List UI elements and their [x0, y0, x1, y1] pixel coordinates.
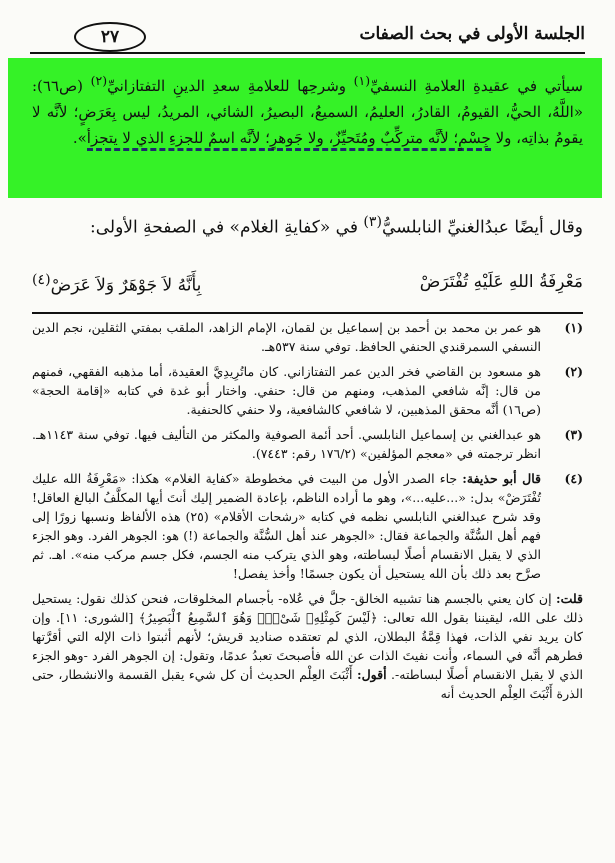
footnote-separator — [32, 312, 583, 314]
quote-text-end: ». — [72, 129, 87, 147]
page-header — [30, 22, 585, 56]
footnote-text: جاء الصدر الأول من البيت في مخطوطة «كفاية الغلام» هكذا: «مَعْرِفَةُ الله عليك تُفْتَرَضْ» بدل: «...عليه...»، وهو ما أراده الناظم، بإعادة الضمير إليك أنتَ أيها المكلَّفُ البالغ العاقل! وقد شرح عبدالغني النابلسي نظمه في كتابه «رشحات الأقلام» (٢٥) هذه الألفاظ ونسبها زورًا إلى فهم أهل السُّنَّة والجماعة فقال: «الجوهر عند أهل السُّنَّة والجماعة (!) هو: الجوهر الفرد. وهو الجزء الذي لا يقبل الانقسام أصلًا لبساطته، وهو الذي يتركب منه الجسم، فكل جسم مركب منه». اهـ. ثم صرَّح بعد ذلك بأن الله يستحيل أن يكون جسمًا! وأخذ يفصل! — [32, 471, 541, 581]
quote-text-2: وشرحِها للعلامةِ سعدِ الدينِ التفتازانيِّ — [107, 77, 354, 95]
verse-hemistich-2 — [32, 272, 201, 296]
footnotes — [32, 318, 583, 703]
highlighted-quote — [32, 68, 583, 151]
footnote-author-label: قال أبو حذيفة: — [462, 471, 541, 486]
quote-text-3: (ص٦٦): «اللَّهُ، الحيُّ، القيومُ، القادرُ، العليمُ، السميعُ، البصيرُ، الشائي، المريدُ، ليس بِعَرَضٍ؛ لأنَّه لا يقومُ بذاتِه، ولا — [32, 77, 583, 147]
intro-text-1: وقال أيضًا عبدُالغنيِّ النابلسيُّ — [382, 217, 583, 238]
page-number: ٢٧ — [74, 22, 146, 52]
footnote-ref-1: (١) — [353, 73, 371, 88]
commentary-label: قلت: — [555, 591, 583, 606]
footnote-text: هو عبدالغني بن إسماعيل النابلسي. أحد أئمة الصوفية والمكثر من التأليف فيها. توفي سنة ١١٤٣هـ. انظر ترجمته في «معجم المؤلفين» (١٧٦/٢ رقم: ٧٤٤٣). — [32, 427, 541, 461]
footnote-number: (٢) — [564, 364, 583, 379]
footnote-3 — [32, 425, 583, 463]
footnote-ref-3: (٣) — [363, 214, 383, 230]
intro-text-2: في «كفايةِ الغلام» في الصفحةِ الأولى: — [90, 217, 364, 238]
verse-hemistich-1: مَعْرِفَةُ اللهِ عَلَيْهِ تُفْتَرَضْ — [419, 272, 583, 292]
footnote-number: (٣) — [564, 427, 583, 442]
intro-paragraph — [32, 208, 583, 243]
footnote-text: هو مسعود بن القاضي فخر الدين عمر التفتازاني. كان ماتُرِيدِيَّ العقيدة، أما مذهبه الفقهي، فمنهم من قال: إنَّه شافعي المذهب، ومنهم من قال: حنفي. واختار أبو غدة في كتابه «إقامة الحجة» (ص١٦) أنَّه محقق المذهبين، لا شافعي كالشافعية، ولا حنفي كالحنفية. — [32, 364, 541, 417]
poem-verse — [32, 272, 583, 302]
footnote-ref-2: (٢) — [90, 73, 108, 88]
commentary-paragraph — [32, 589, 583, 703]
footnote-ref-4: (٤) — [32, 272, 51, 288]
footnote-1 — [32, 318, 583, 356]
header-rule — [30, 52, 585, 54]
verse-hemistich-2-text: بِأَنَّهُ لاَ جَوْهَرٌ وَلاَ عَرَضْ — [50, 275, 202, 296]
commentary-text-2: أَثْبَتَ العِلْم الحديث أن كل شيء يقبل القسمة والانشطار، حتى الذرة أَثْبَتَ العِلْم الحديث أنه — [32, 667, 583, 701]
quote-text-1: سيأتي في عقيدةِ العلامةِ النسفيِّ — [370, 77, 583, 95]
footnote-text: هو عمر بن محمد بن أحمد بن إسماعيل بن لقمان، الإمام الزاهد، الملقب بمفتي الثقلين، نجم الدين النسفي السمرقندي الحنفي الحافظ. توفي سنة ٥٣٧هـ. — [32, 320, 541, 354]
footnote-number: (٤) — [564, 471, 583, 486]
footnote-2 — [32, 362, 583, 419]
running-title: الجلسة الأولى في بحث الصفات — [359, 24, 585, 44]
commentary-text: إن كان يعني بالجسم هنا تشبيه الخالق- جلَّ في عُلاه- بأجسام المخلوقات، فنحن كذلك نقول: يستحيل ذلك على الله، ليقيننا بقول الله تعالى: ﴿لَيْسَ كَمِثْلِهِۦ شَىْءٌۖ وَهُوَ ٱلسَّمِيعُ ٱلْبَصِيرُ﴾ [الشورى: ١١]. وإن كان يريد نفي الذات، فهذا قِمَّةُ البطلان، الذي لم تعتقده صناديد قريش؛ لأنهم أثبتوا ذات الإله التي أقرَّتها فطرهم أنَّه في السماء، وأنت نفيتَ الذات عن الله فأصبحتَ تعبدُ عدمًا، وتقول: إن الجوهر الفرد -وهو الجزء الذي لا يقبل الانقسام أصلًا لبساطته-. — [32, 591, 584, 682]
footnote-4 — [32, 469, 583, 583]
dashed-underline-text: جِسْمٍ؛ لأنَّه متركِّبٌ ومُتَحيِّزٌ، ولا جَوهرٍ؛ لأنَّه اسمٌ للجزءِ الذي لا يتجزأ — [87, 129, 491, 151]
commentary-label-2: أقول: — [356, 667, 387, 682]
footnote-number: (١) — [564, 320, 583, 335]
